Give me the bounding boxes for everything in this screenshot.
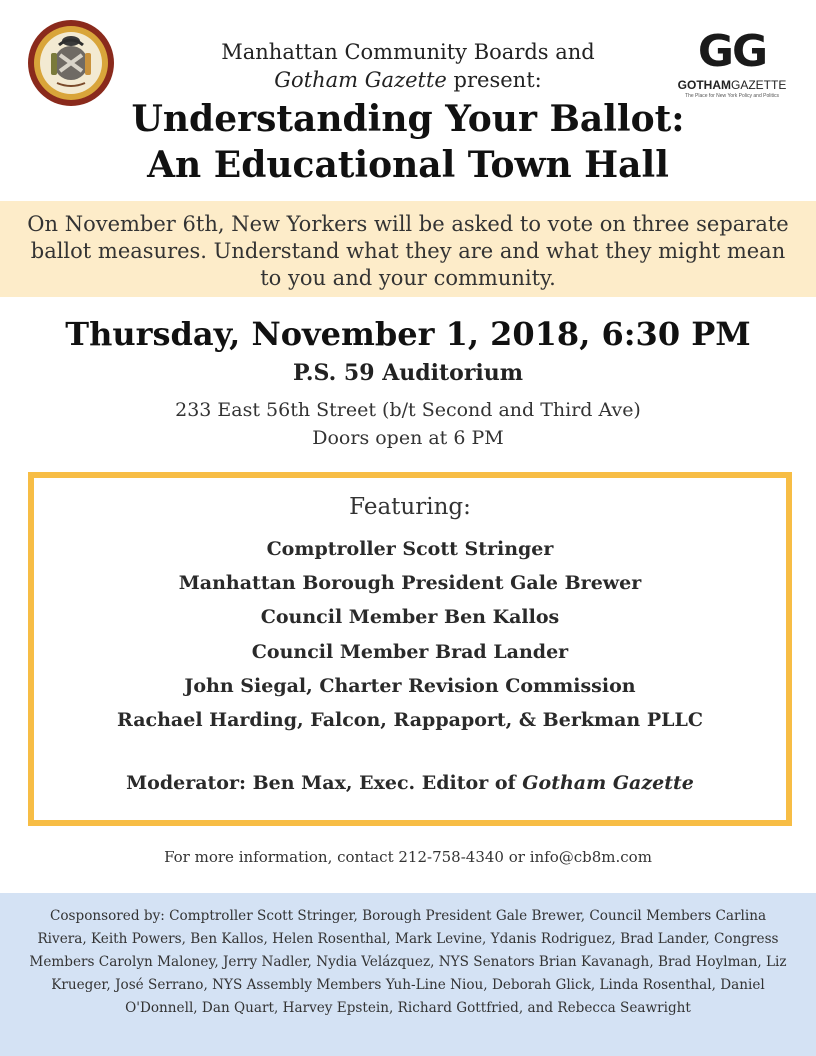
- presenter-line-1: Manhattan Community Boards and: [221, 40, 595, 64]
- moderator-line: Moderator: Ben Max, Exec. Editor of Gotham Gazette: [126, 772, 694, 794]
- gg-logo-wordmark: GOTHAMGAZETTE: [677, 78, 787, 92]
- nyc-seal-icon: [27, 19, 115, 107]
- speaker-item: Council Member Ben Kallos: [260, 606, 560, 629]
- gg-logo-tagline: The Place for New York Policy and Politics: [685, 93, 779, 99]
- presenter-credit: [140, 38, 676, 94]
- speaker-item: Council Member Brad Lander: [251, 640, 569, 663]
- contact-info: For more information, contact 212-758-4340 or info@cb8m.com: [164, 848, 652, 866]
- presenter-line-2: Gotham Gazette present:: [274, 68, 542, 92]
- cosponsor-band: [0, 893, 816, 1056]
- intro-band: [0, 201, 816, 297]
- cosponsor-text: Cosponsored by: Comptroller Scott Stringer, Borough President Gale Brewer, Council Members Carlina Rivera, Keith Powers, Ben Kallos, Helen Rosenthal, Mark Levine, Ydanis Rodriguez, Brad Lander, Congress Members Carolyn Maloney, Jerry Nadler, Nydia Velázquez, NYS Senators Brian Kavanagh, Brad Hoylman, Liz Krueger, José Serrano, NYS Assembly Members Yuh-Line Niou, Deborah Glick, Linda Rosenthal, Daniel O'Donnell, Dan Quart, Harvey Epstein, Richard Gottfried, and Rebecca Seawright: [29, 908, 787, 1016]
- event-venue: P.S. 59 Auditorium: [292, 360, 524, 386]
- speaker-item: Rachael Harding, Falcon, Rappaport, & Berkman PLLC: [117, 709, 703, 732]
- gotham-gazette-logo: [668, 26, 796, 102]
- speaker-item: John Siegal, Charter Revision Commission: [184, 674, 636, 697]
- speaker-item: Comptroller Scott Stringer: [266, 538, 554, 560]
- event-date-time: Thursday, November 1, 2018, 6:30 PM: [65, 315, 751, 353]
- speaker-item: Manhattan Borough President Gale Brewer: [178, 572, 642, 595]
- page-title: [60, 96, 756, 188]
- speaker-list: [34, 532, 786, 737]
- intro-text: On November 6th, New Yorkers will be asked to vote on three separate ballot measures. Understand what they are and what they might mean to you and your community.: [27, 212, 789, 290]
- title-line-2: An Educational Town Hall: [147, 144, 669, 186]
- featuring-heading: Featuring:: [349, 494, 471, 520]
- event-doors: Doors open at 6 PM: [312, 427, 504, 449]
- event-address: 233 East 56th Street (b/t Second and Third Ave): [175, 399, 641, 421]
- title-line-1: Understanding Your Ballot:: [131, 98, 685, 140]
- gg-logo-mark: GG: [697, 26, 767, 77]
- featuring-box: [28, 472, 792, 826]
- event-address-block: [0, 396, 816, 452]
